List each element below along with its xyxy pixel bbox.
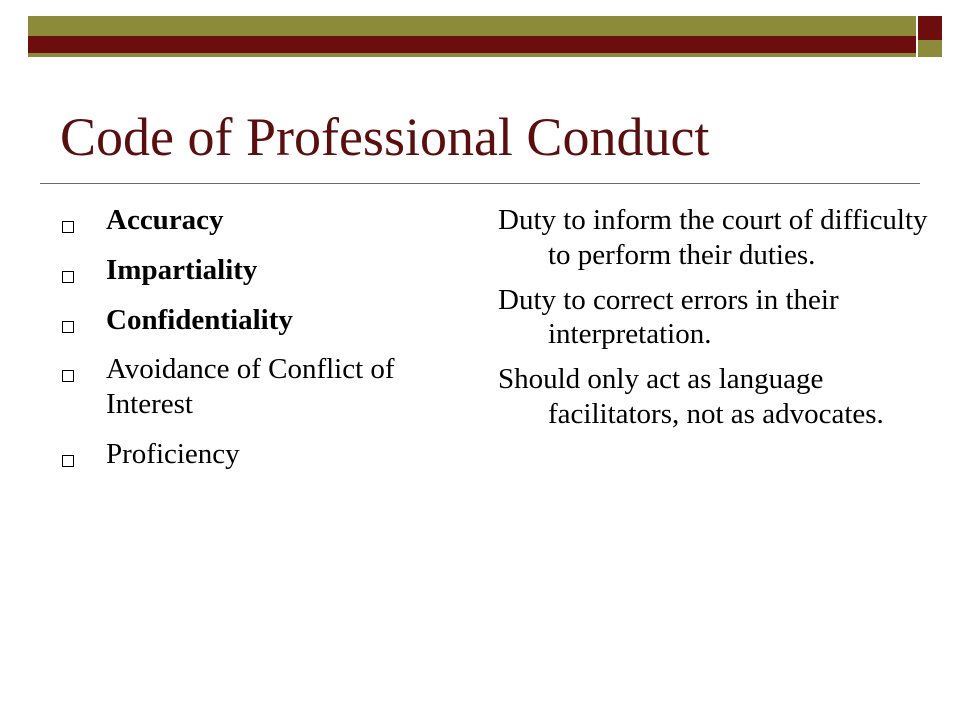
bullet-item [62,352,462,422]
bullet-item [62,437,462,472]
bullet-item [62,253,462,288]
square-bullet-icon [62,221,74,233]
bullet-list [62,203,462,487]
bullet-item [62,303,462,338]
bullet-text: Confidentiality [106,303,293,336]
title-divider [40,183,920,184]
corner-square-maroon [918,16,942,40]
square-bullet-icon [62,271,74,283]
header-bar-olive-top [28,16,916,36]
right-column [498,203,928,442]
square-bullet-icon [62,455,74,467]
square-bullet-icon [62,370,74,382]
bullet-text: Accuracy [106,204,224,236]
bullet-text: Proficiency [106,437,240,470]
slide-title: Code of Professional Conduct [60,107,710,167]
header-bar-maroon [28,36,916,53]
paragraph: Should only act as language facilitators, not as advocates. [498,363,884,430]
square-bullet-icon [62,321,74,333]
bullet-text: Impartiality [106,253,258,286]
paragraph: Duty to inform the court of difficulty to perform their duties. [498,204,928,271]
bullet-item [62,203,462,238]
corner-square-olive [918,40,942,57]
bullet-text: Avoidance of Conflict of Interest [106,353,395,421]
paragraph: Duty to correct errors in their interpretation. [498,283,839,351]
header-bar-olive-bottom [28,53,916,57]
